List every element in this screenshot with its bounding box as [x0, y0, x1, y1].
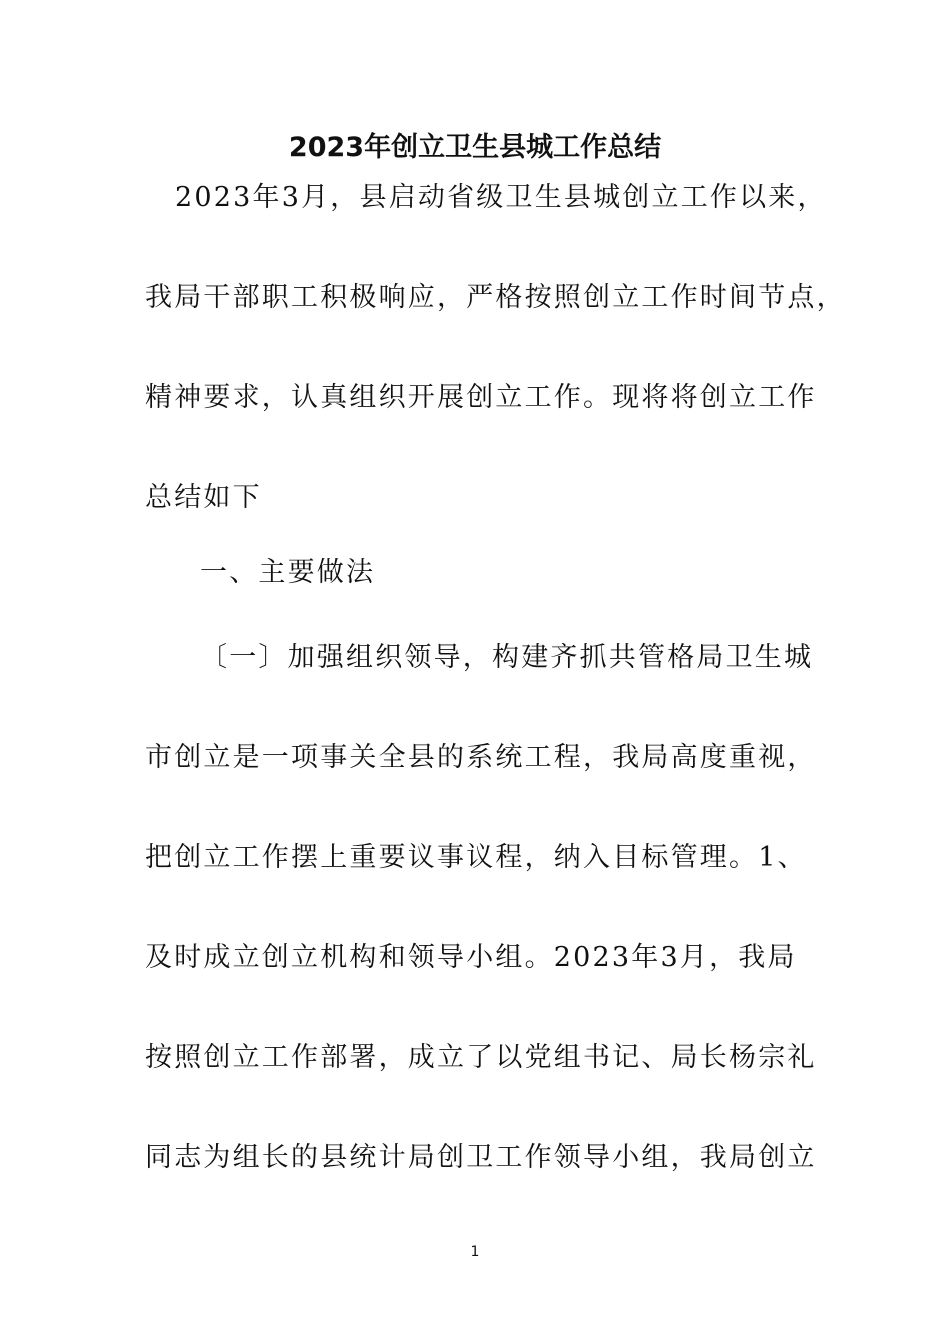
paragraph-line-2: 我局干部职工积极响应，严格按照创立工作时间节点，	[145, 282, 846, 313]
paragraph-line-4: 总结如下	[145, 482, 262, 513]
paragraph-line-8: 按照创立工作部署，成立了以党组书记、局长杨宗礼	[145, 1042, 817, 1073]
subsection-line-1: 〔一〕加强组织领导，构建齐抓共管格局卫生城	[200, 642, 814, 673]
paragraph-line-5: 市创立是一项事关全县的系统工程，我局高度重视，	[145, 742, 817, 773]
page-number: 1	[470, 1244, 480, 1260]
paragraph-line-7: 及时成立创立机构和领导小组。2023年3月，我局	[145, 942, 797, 973]
paragraph-line-6: 把创立工作摆上重要议事议程，纳入目标管理。1、	[145, 842, 807, 873]
paragraph-line-3: 精神要求，认真组织开展创立工作。现将将创立工作	[145, 382, 817, 413]
paragraph-line-9: 同志为组长的县统计局创卫工作领导小组，我局创立	[145, 1142, 817, 1173]
paragraph-line-1: 2023年3月，县启动省级卫生县城创立工作以来，	[175, 182, 827, 213]
section-heading: 一、主要做法	[200, 557, 376, 588]
document-title: 2023年创立卫生县城工作总结	[288, 132, 662, 163]
